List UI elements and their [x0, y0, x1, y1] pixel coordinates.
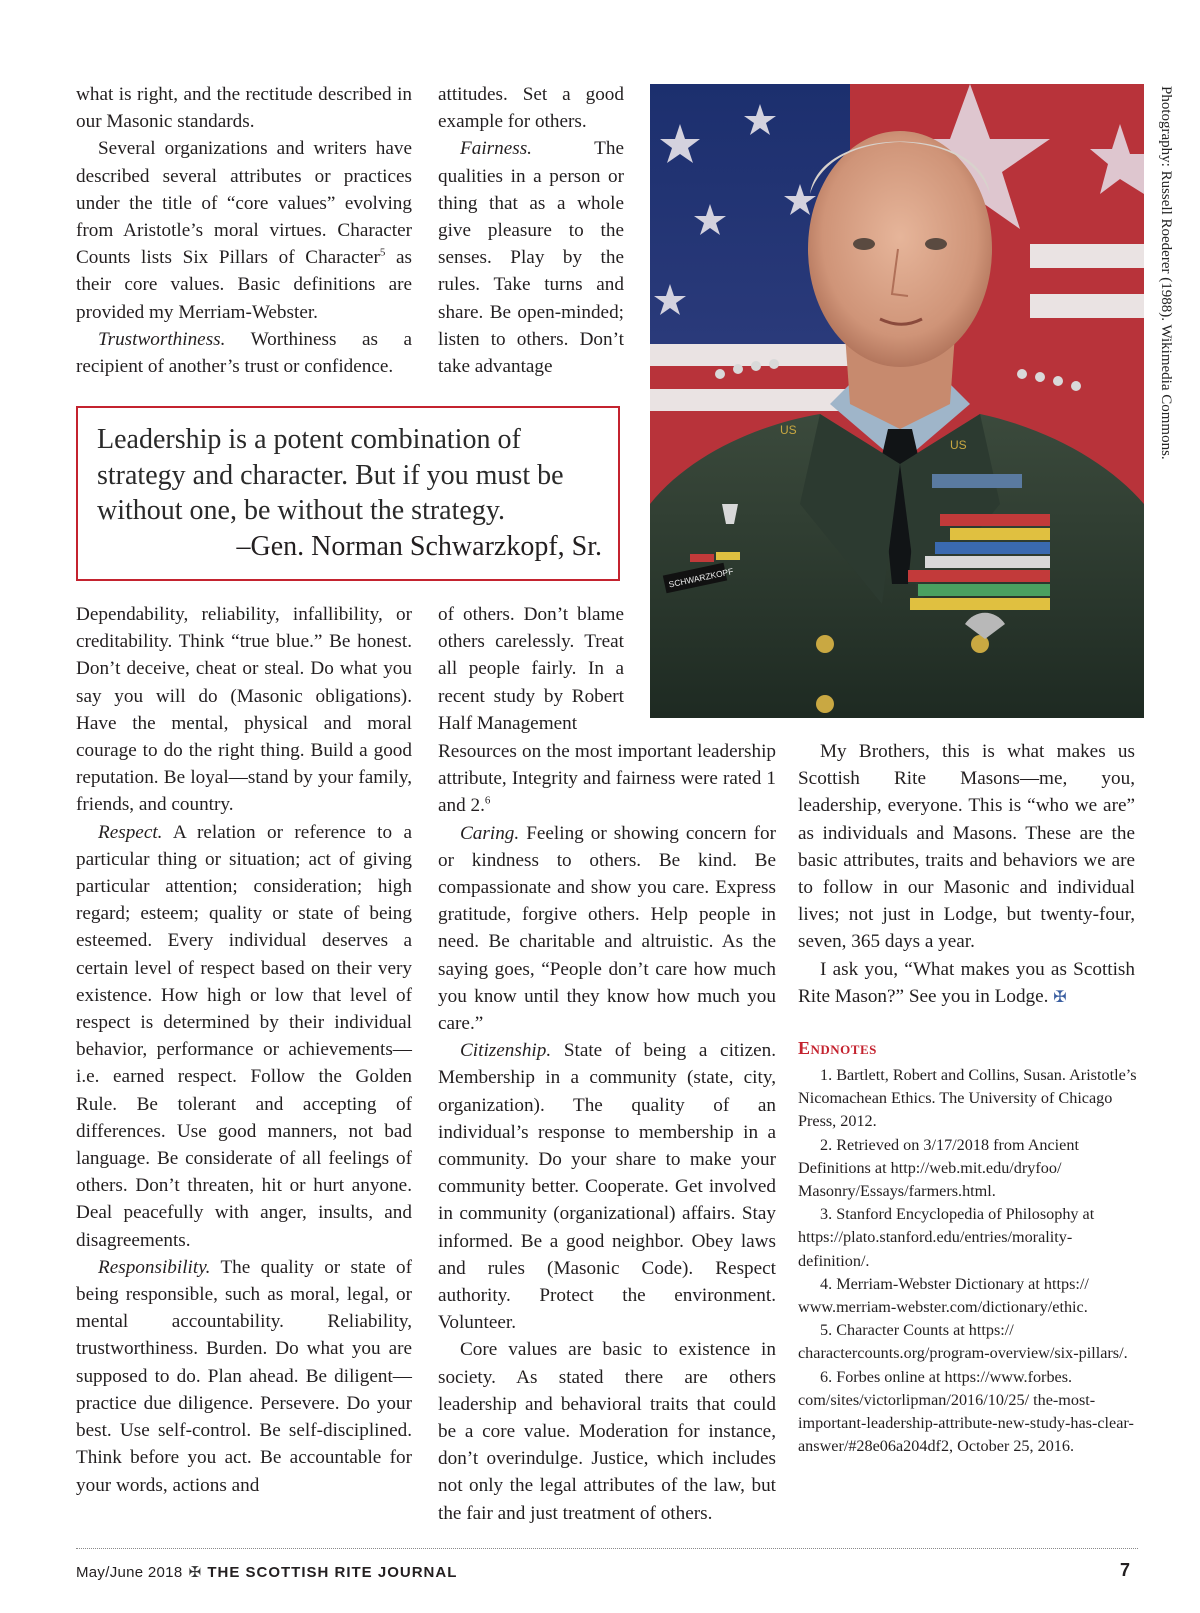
endnote-rest: Definitions at http://web.mit.edu/dryfoo/ Masonry/Essays/farmers.html. — [798, 1158, 1062, 1201]
footnote-ref: 5 — [379, 246, 386, 259]
paragraph — [438, 1037, 776, 1336]
endnote-rest: charactercounts.org/program-overview/six-pillars/. — [798, 1344, 1128, 1363]
term-heading: Trustworthiness. — [98, 328, 226, 350]
cross-icon: ✠ — [188, 1564, 202, 1581]
footer-divider — [76, 1548, 1138, 1549]
pull-quote — [76, 406, 620, 581]
paragraph — [76, 1254, 412, 1499]
article-column-3 — [798, 738, 1135, 1011]
endnote-item — [798, 1134, 1138, 1204]
endnotes-heading: Endnotes — [798, 1038, 877, 1058]
paragraph-text: The quality or state of being responsible, such as moral, legal, or mental accountability. Reliability, trustworthiness. Burden. Do what you are supposed to do. Plan ahead. Be diligent—practice due diligence. Persevere. Do your best. Use self-control. Be self-disciplined. Think before you act. Be accountable for your words, actions and — [76, 1256, 412, 1496]
paragraph: attitudes. Set a good example for others. — [438, 84, 624, 133]
pull-quote-line: without one, be without the strategy. — [97, 495, 505, 526]
article-column-1-bottom — [76, 601, 412, 1499]
term-heading: Responsibility. — [98, 1256, 211, 1278]
endnotes-list — [798, 1064, 1138, 1458]
endnote-rest: Aristotle’s Nicomachean Ethics. The University of Chicago Press, 2012. — [798, 1066, 1137, 1131]
paragraph: of others. Don’t blame others carelessly. Treat all people fairly. In a recent study by Robert Half Management — [438, 604, 624, 734]
paragraph-text: Several organizations and writers have described several attributes or practices under the title of “core values” evolving from Aristotle’s moral virtues. Character Counts lists Six Pillars of Character — [76, 138, 412, 269]
endnote-lead: 5. Character Counts at https:// — [820, 1321, 1014, 1340]
pull-quote-line: strategy and character. But if you must be — [97, 459, 564, 491]
term-heading: Citizenship. — [460, 1040, 552, 1062]
paragraph-text: A relation or reference to a particular thing or situation; act of giving particular attention; consideration; high regard; esteem; quality or state of being esteemed. Every individual deserves a certain level of respect based on their very existence. How high or low that level of respect is determined by their individual behavior, performance or achievements—i.e. earned respect. Follow the Golden Rule. Be tolerant and accepting of differences. Use good manners, not bad language. Be considerate of all feelings of others. Don’t threaten, hit or hurt anyone. Deal peacefully with anger, insults, and disagreements. — [76, 821, 412, 1251]
photo-credit — [1151, 86, 1179, 460]
paragraph — [76, 326, 412, 380]
endnote-item — [798, 1064, 1138, 1134]
paragraph-text: Feeling or showing concern for or kindness to others. Be kind. Be compassionate and show you care. Express gratitude, forgive others. Help people in need. Be charitable and altruistic. As the saying goes, “People don’t care how much you know until they know how much you care.” — [438, 822, 776, 1035]
svg-text:US: US — [950, 438, 967, 452]
article-column-2-bottom-wide — [438, 738, 776, 1527]
paragraph — [438, 135, 624, 380]
end-mark-icon: ✠ — [1053, 988, 1067, 1006]
paragraph — [438, 738, 776, 820]
footnote-ref: 6 — [484, 795, 491, 808]
paragraph-text: Worthiness as a recipient of another’s trust or confidence. — [76, 328, 412, 378]
pull-quote-attribution: –Gen. Norman Schwarzkopf, Sr. — [236, 530, 602, 562]
paragraph: My Brothers, this is what makes us Scottish Rite Masons—me, you, leadership, everyone. This is “who we are” as individuals and Masons. These are the basic attributes, traits and behaviors we are to follow in our Masonic and individual lives; not just in Lodge, but twenty-four, seven, 365 days a year. — [798, 741, 1135, 953]
paragraph — [76, 135, 412, 325]
term-heading: Fairness. — [460, 138, 532, 160]
footer-issue-line — [76, 1563, 457, 1581]
article-column-2-bottom-narrow — [438, 601, 624, 737]
endnote-lead: 6. Forbes online at https://www.forbes. — [820, 1367, 1073, 1386]
endnote-item — [798, 1203, 1138, 1273]
endnote-lead: 2. Retrieved on 3/17/2018 from Ancient — [820, 1135, 1079, 1154]
paragraph: Dependability, reliability, infallibility, or creditability. Think “true blue.” Be honest. Don’t deceive, cheat or steal. Do what you say you will do (Masonic obligations). Have the mental, physical and moral courage to do the right thing. Build a good reputation. Be loyal—stand by your family, friends, and country. — [76, 604, 412, 816]
term-heading: Respect. — [98, 821, 163, 843]
term-heading: Caring. — [460, 822, 520, 844]
photo-credit-text: Photography: Russell Roederer (1988). Wikimedia Commons. — [1158, 86, 1174, 460]
paragraph: Core values are basic to existence in society. As stated there are others leadership and behavioral traits that could be a core value. Moderation for instance, don’t overindulge. Justice, which includes not only the legal attributes of the law, but the fair and just treatment of others. — [438, 1339, 776, 1524]
paragraph — [76, 819, 412, 1254]
article-column-2-top — [438, 81, 624, 380]
endnote-rest: com/sites/victorlipman/2016/10/25/ the-most-important-leadership-attribute-new-study-has-clear-answer/#28e06a204df2, October 25, 2016. — [798, 1390, 1134, 1456]
footer-publication: THE SCOTTISH RITE JOURNAL — [207, 1564, 458, 1581]
endnote-lead: 1. Bartlett, Robert and Collins, Susan. — [820, 1066, 1066, 1084]
paragraph: what is right, and the rectitude described in our Masonic standards. — [76, 84, 412, 133]
paragraph-text: State of being a citizen. Membership in a community (state, city, organization). The quality of an individual’s response to membership in a community. Do your share to make your community better. Cooperate. Get involved in community (organizational) affairs. Stay informed. Be a good neighbor. Obey laws and rules (Masonic Code). Respect authority. Protect the environment. Volunteer. — [438, 1040, 776, 1334]
paragraph-text: Resources on the most important leadership attribute, Integrity and fairness were rated 1 and 2. — [438, 741, 776, 817]
endnote-lead: 3. Stanford Encyclopedia of Philosophy at — [820, 1205, 1095, 1224]
paragraph-text: as their core values. Basic definitions are provided my Merriam-Webster. — [76, 247, 412, 323]
pull-quote-line: Leadership is a potent combination of — [97, 424, 521, 455]
endnote-rest: www.merriam-webster.com/dictionary/ethic. — [798, 1298, 1088, 1317]
endnote-item — [798, 1366, 1138, 1459]
paragraph — [438, 820, 776, 1038]
portrait-photo — [650, 84, 1144, 718]
paragraph — [798, 956, 1135, 1011]
endnote-item — [798, 1319, 1138, 1365]
footer-date: May/June 2018 — [76, 1564, 183, 1581]
endnote-lead: 4. Merriam-Webster Dictionary at https:// — [820, 1274, 1089, 1293]
paragraph-text: The qualities in a person or thing that as a whole give pleasure to the senses. Play by the rules. Take turns and share. Be open-minded; listen to others. Don’t take advantage — [438, 138, 624, 378]
nametag: SCHWARZKOPF — [667, 566, 735, 590]
article-column-1-top — [76, 81, 412, 380]
page-number: 7 — [1120, 1560, 1131, 1580]
paragraph-text: I ask you, “What makes you as Scottish Rite Mason?” See you in Lodge. — [798, 958, 1135, 1007]
collar-insignia: US — [780, 423, 797, 437]
endnote-rest: https://plato.stanford.edu/entries/morality-definition/. — [798, 1228, 1073, 1270]
endnote-item — [798, 1273, 1138, 1319]
